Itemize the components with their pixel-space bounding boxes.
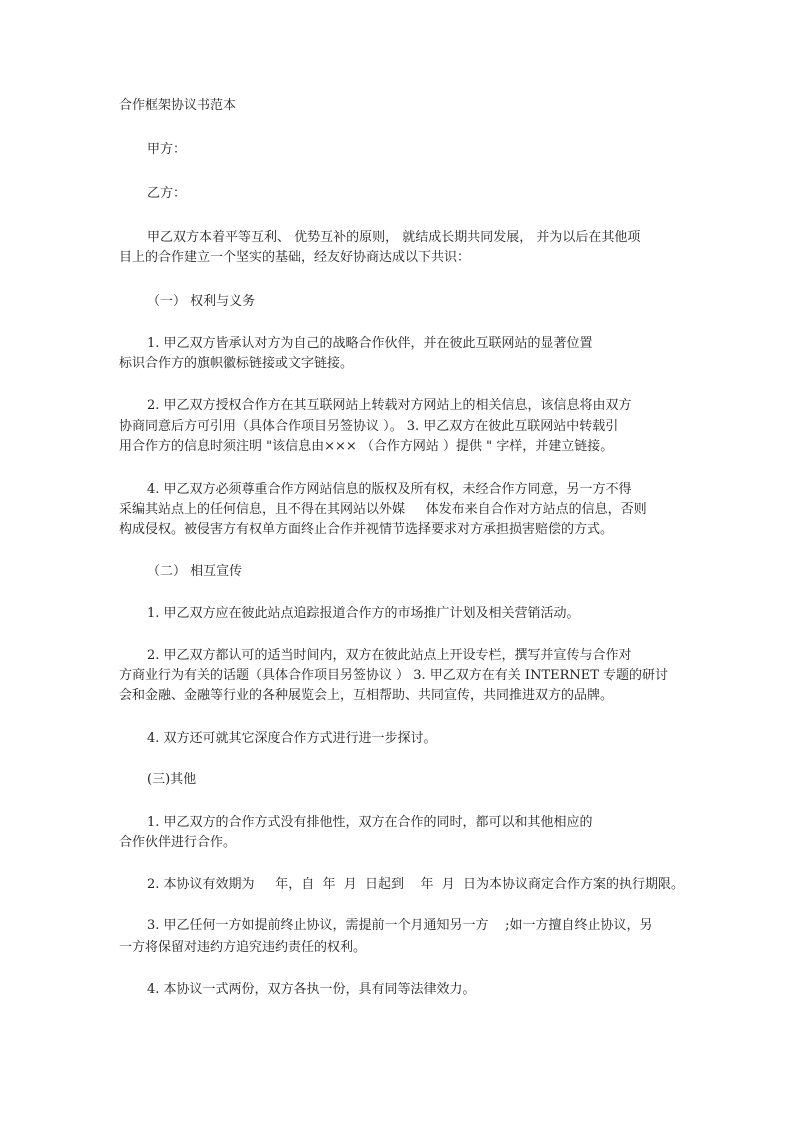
section-3-item-3-line-1: 3. 甲乙任何一方如提前终止协议，需提前一个月通知另一方 ;如一方擅自终止协议，另 (147, 918, 653, 933)
section-1-item-4-line-2: 采编其站点上的任何信息，且不得在其网站以外媒 体发布来自合作对方站点的信息，否则 (119, 502, 647, 517)
section-1-item-1-line-2: 标识合作方的旗帜徽标链接或文字链接。 (119, 356, 354, 371)
document-title: 合作框架协议书范本 (119, 98, 237, 113)
section-1-item-1-line-1: 1. 甲乙双方皆承认对方为自己的战略合作伙伴，并在彼此互联网站的显著位置 (147, 336, 593, 351)
intro-line-1: 甲乙双方本着平等互利、 优势互补的原则， 就结成长期共同发展， 并为以后在其他项 (147, 230, 641, 245)
section-1-item-2-line-1: 2. 甲乙双方授权合作方在其互联网站上转载对方网站上的相关信息，该信息将由双方 (147, 398, 632, 413)
section-3-item-2: 2. 本协议有效期为 年，自 年 月 日起到 年 月 日为本协议商定合作方案的执行期限。 (147, 877, 685, 892)
section-1-item-4-line-1: 4. 甲乙双方必须尊重合作方网站信息的版权及所有权，未经合作方同意，另一方不得 (147, 482, 632, 497)
party-a-label: 甲方： (147, 142, 187, 157)
section-2-item-4: 4. 双方还可就其它深度合作方式进行进一步探讨。 (147, 731, 437, 746)
section-3-item-3-line-2: 一方将保留对违约方追究违约责任的权利。 (119, 940, 367, 955)
section-2-item-2-line-3: 会和金融、金融等行业的各种展览会上，互相帮助、共同宣传，共同推进双方的品牌。 (119, 688, 614, 703)
section-3-item-1-line-2: 合作伙伴进行合作。 (119, 835, 237, 850)
section-1-heading: （一） 权利与义务 (147, 294, 256, 309)
section-2-item-2-line-1: 2. 甲乙双方都认可的适当时间内，双方在彼此站点上开设专栏，撰写并宣传与合作对 (147, 648, 632, 663)
party-b-label: 乙方： (147, 186, 187, 201)
section-2-item-2-line-2: 方商业行为有关的话题（具体合作项目另签协议 ） 3. 甲乙双方在有关 INTERNET 专题的研讨 (119, 668, 669, 683)
section-1-item-2-line-2: 协商同意后方可引用（具体合作项目另签协议 ）。 3. 甲乙双方在彼此互联网站中转载引 (119, 419, 619, 434)
section-2-heading: （二） 相互宣传 (147, 564, 243, 579)
section-2-item-1: 1. 甲乙双方应在彼此站点追踪报道合作方的市场推广计划及相关营销活动。 (147, 606, 580, 621)
section-3-item-1-line-1: 1. 甲乙双方的合作方式没有排他性，双方在合作的同时，都可以和其他相应的 (147, 815, 593, 830)
section-3-item-4: 4. 本协议一式两份，双方各执一份，具有同等法律效力。 (147, 982, 476, 997)
section-3-heading: (三)其他 (147, 772, 197, 787)
section-1-item-2-line-3: 用合作方的信息时须注明 "该信息由××× （合作方网站 ）提供 " 字样，并建立链接。 (119, 439, 614, 454)
intro-line-2: 目上的合作建立一个坚实的基础，经友好协商达成以下共识： (119, 250, 471, 265)
section-1-item-4-line-3: 构成侵权。被侵害方有权单方面终止合作并视情节选择要求对方承担损害赔偿的方式。 (119, 522, 614, 537)
